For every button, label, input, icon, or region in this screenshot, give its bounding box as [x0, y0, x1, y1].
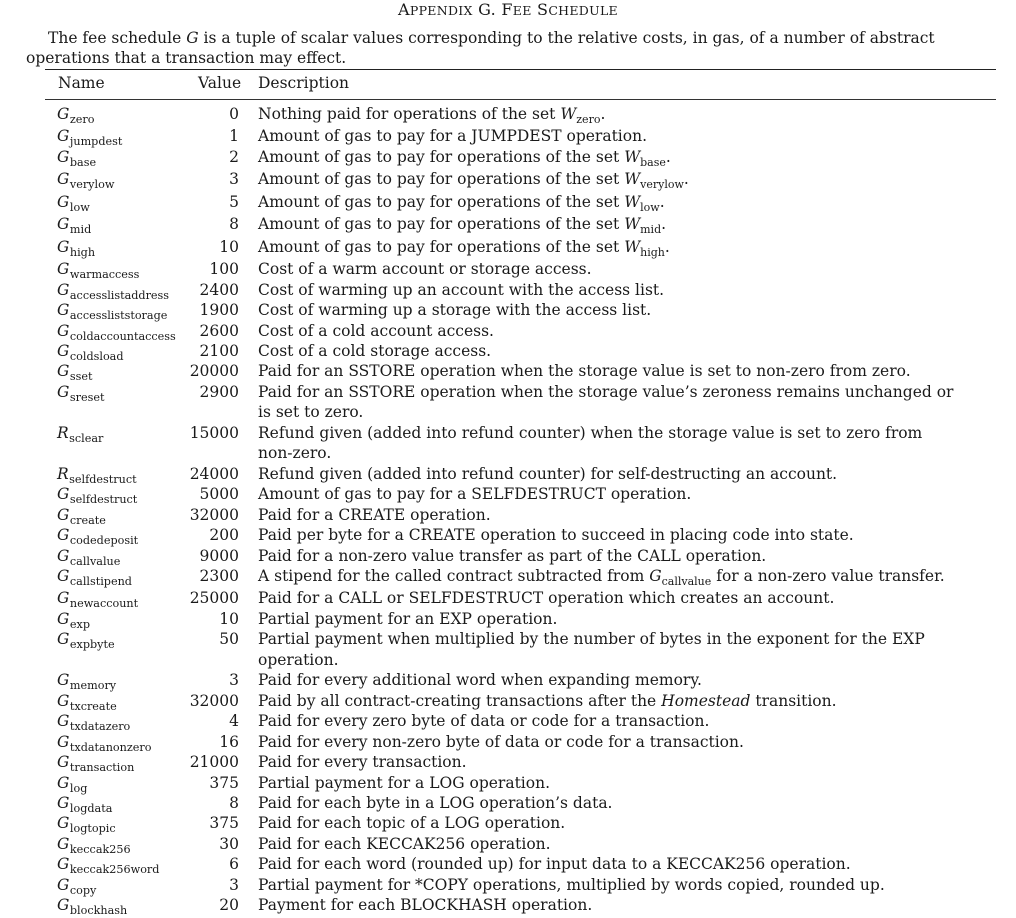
table-row: [45, 169, 996, 191]
table-row: [45, 126, 996, 149]
fee-value: 20: [219, 896, 239, 915]
fee-description: Refund given (added into refund counter) for self-destructing an account.: [258, 464, 838, 483]
fee-value: 2900: [199, 382, 239, 401]
fee-description: Paid for every zero byte of data or code for a transaction.: [258, 712, 710, 731]
table-row: [45, 321, 996, 341]
table-row: [45, 147, 996, 169]
fee-name: $G_{blockhash}$: [57, 896, 128, 918]
table-row: [45, 854, 996, 877]
table-row: [45, 609, 996, 629]
fee-value: 21000: [189, 753, 239, 772]
fee-name: $G_{mid}$: [57, 215, 92, 237]
fee-description: A stipend for the called contract subtracted from $G_{callvalue}$ for a non-zero value transfer.: [258, 566, 945, 588]
table-row: [45, 773, 996, 793]
fee-description: Cost of a cold account access.: [258, 321, 494, 340]
fee-value: 5: [229, 192, 239, 211]
fee-description: Paid for an SSTORE operation when the storage value is set to non-zero from zero.: [258, 362, 911, 381]
fee-value: 2400: [199, 280, 239, 299]
fee-value: 1: [229, 127, 239, 146]
fee-value: 2100: [199, 341, 239, 360]
fee-table-body: [45, 104, 996, 916]
fee-value: 5000: [199, 485, 239, 504]
fee-name: $R_{sclear}$: [57, 423, 104, 445]
table-row: [45, 341, 996, 361]
fee-description: Paid for a CREATE operation.: [258, 505, 491, 524]
fee-value: 50: [219, 630, 239, 649]
table-row: [45, 629, 996, 670]
fee-description: Amount of gas to pay for operations of the set $W_{base}$.: [258, 147, 671, 169]
table-row: [45, 237, 996, 259]
fee-description: Amount of gas to pay for a SELFDESTRUCT operation.: [258, 485, 692, 504]
table-row: [45, 588, 996, 611]
fee-description: Paid for every non-zero byte of data or code for a transaction.: [258, 732, 744, 751]
fee-name: $G_{accesslistaddress}$: [57, 280, 170, 302]
fee-description: Amount of gas to pay for operations of the set $W_{low}$.: [258, 192, 665, 214]
fee-value: 8: [229, 793, 239, 812]
fee-value: 8: [229, 215, 239, 234]
fee-value: 3: [229, 671, 239, 690]
fee-value: 24000: [189, 464, 239, 483]
fee-description: Paid for an SSTORE operation when the storage value’s zeroness remains unchanged or is set to zero.: [258, 382, 954, 422]
fee-name: $G_{callstipend}$: [57, 566, 132, 588]
fee-value: 375: [209, 814, 239, 833]
table-row: [45, 670, 996, 693]
fee-name: $G_{txcreate}$: [57, 691, 117, 713]
fee-value: 6: [229, 855, 239, 874]
fee-value: 2600: [199, 321, 239, 340]
table-header: [45, 74, 996, 96]
fee-name: $G_{transaction}$: [57, 753, 135, 775]
fee-name: $G_{codedeposit}$: [57, 526, 139, 548]
fee-description: Partial payment for *COPY operations, multiplied by words copied, rounded up.: [258, 875, 885, 894]
table-row: [45, 382, 996, 423]
fee-description: Nothing paid for operations of the set $W_{zero}$.: [258, 105, 606, 126]
fee-value: 25000: [189, 589, 239, 608]
fee-description: Partial payment for an EXP operation.: [258, 609, 558, 628]
fee-description: Paid by all contract-creating transactions after the Homestead transition.: [258, 691, 837, 710]
table-row: [45, 691, 996, 711]
fee-description: Amount of gas to pay for operations of the set $W_{mid}$.: [258, 215, 667, 237]
fee-description: Amount of gas to pay for operations of the set $W_{verylow}$.: [258, 170, 689, 192]
fee-name: $G_{low}$: [57, 192, 90, 214]
fee-description: Partial payment when multiplied by the number of bytes in the exponent for the EXP operation.: [258, 630, 925, 669]
fee-name: $G_{keccak256word}$: [57, 855, 160, 877]
table-row: [45, 732, 996, 752]
table-row: [45, 566, 996, 588]
fee-name: $G_{newaccount}$: [57, 589, 139, 611]
fee-description: Paid for each topic of a LOG operation.: [258, 814, 566, 833]
fee-description: Paid for every transaction.: [258, 753, 467, 772]
fee-value: 3: [229, 170, 239, 189]
fee-value: 10: [219, 609, 239, 628]
fee-name: $G_{base}$: [57, 147, 97, 169]
table-row: [45, 752, 996, 775]
fee-name: $G_{verylow}$: [57, 170, 115, 192]
fee-value: 16: [219, 732, 239, 751]
fee-value: 2300: [199, 566, 239, 585]
table-top-rule: [45, 69, 996, 70]
fee-name: $R_{selfdestruct}$: [57, 464, 137, 486]
fee-name: $G_{keccak256}$: [57, 834, 131, 856]
fee-description: Payment for each BLOCKHASH operation.: [258, 896, 593, 915]
fee-name: $G_{warmaccess}$: [57, 260, 140, 282]
fee-value: 3: [229, 875, 239, 894]
fee-name: $G_{high}$: [57, 237, 96, 259]
table-row: [45, 300, 996, 323]
fee-description: Paid for each word (rounded up) for input data to a KECCAK256 operation.: [258, 855, 851, 874]
fee-name: $G_{callvalue}$: [57, 546, 121, 568]
fee-description: Paid for a non-zero value transfer as part of the CALL operation.: [258, 546, 767, 565]
fee-description: Cost of a warm account or storage access.: [258, 260, 592, 279]
table-row: [45, 214, 996, 236]
fee-name: $G_{zero}$: [57, 105, 95, 126]
fee-value: 32000: [189, 505, 239, 524]
fee-name: $G_{exp}$: [57, 609, 90, 631]
fee-name: $G_{jumpdest}$: [57, 127, 123, 149]
table-row: [45, 505, 996, 525]
table-row: [45, 895, 996, 918]
fee-description: Paid for a CALL or SELFDESTRUCT operation which creates an account.: [258, 589, 835, 608]
fee-value: 4: [229, 712, 239, 731]
table-row: [45, 525, 996, 548]
table-row: [45, 192, 996, 214]
fee-description: Paid per byte for a CREATE operation to succeed in placing code into state.: [258, 526, 854, 545]
table-row: [45, 813, 996, 836]
fee-name: $G_{accessliststorage}$: [57, 301, 168, 323]
table-row: [45, 464, 996, 484]
table-row: [45, 546, 996, 566]
fee-name: $G_{copy}$: [57, 875, 97, 897]
fee-value: 100: [209, 260, 239, 279]
appendix-heading: APPENDIX G. FEE SCHEDULE: [398, 0, 618, 19]
fee-description: Paid for every additional word when expanding memory.: [258, 671, 702, 690]
fee-description: Amount of gas to pay for operations of the set $W_{high}$.: [258, 237, 670, 259]
fee-name: $G_{sreset}$: [57, 382, 105, 404]
fee-value: 32000: [189, 691, 239, 710]
fee-value: 375: [209, 773, 239, 792]
table-row: [45, 793, 996, 813]
fee-value: 200: [209, 526, 239, 545]
fee-description: Refund given (added into refund counter) when the storage value is set to zero from non-zero.: [258, 423, 923, 463]
table-row: [45, 259, 996, 282]
fee-value: 10: [219, 237, 239, 256]
table-row: [45, 280, 996, 300]
fee-name: $G_{txdatazero}$: [57, 712, 131, 734]
fee-value: 9000: [199, 546, 239, 565]
fee-name: $G_{memory}$: [57, 671, 117, 693]
fee-name: $G_{coldsload}$: [57, 341, 124, 363]
fee-description: Paid for each KECCAK256 operation.: [258, 834, 551, 853]
table-row: [45, 361, 996, 384]
fee-name: $G_{logdata}$: [57, 793, 113, 815]
fee-value: 15000: [189, 423, 239, 442]
fee-name: $G_{log}$: [57, 773, 88, 795]
fee-value: 20000: [189, 362, 239, 381]
header-value: Value: [198, 74, 242, 92]
fee-name: $G_{expbyte}$: [57, 630, 115, 652]
fee-name: $G_{coldaccountaccess}$: [57, 321, 176, 343]
fee-description: Cost of warming up a storage with the access list.: [258, 301, 652, 320]
fee-value: 2: [229, 147, 239, 166]
fee-name: $G_{create}$: [57, 505, 106, 527]
header-description: Description: [258, 74, 350, 92]
fee-description: Partial payment for a LOG operation.: [258, 773, 551, 792]
intro-paragraph: [26, 28, 986, 68]
fee-description: Amount of gas to pay for a JUMPDEST operation.: [258, 127, 647, 146]
fee-description: Cost of warming up an account with the access list.: [258, 280, 665, 299]
fee-name: $G_{sset}$: [57, 362, 93, 384]
fee-description: Cost of a cold storage access.: [258, 341, 492, 360]
fee-value: 30: [219, 834, 239, 853]
table-header-rule: [45, 99, 996, 100]
table-row: [45, 834, 996, 854]
fee-description: Paid for each byte in a LOG operation’s data.: [258, 793, 613, 812]
fee-name: $G_{txdatanonzero}$: [57, 732, 152, 754]
header-name: Name: [58, 74, 105, 92]
table-row: [45, 104, 996, 126]
fee-value: 0: [229, 105, 239, 123]
fee-name: $G_{selfdestruct}$: [57, 485, 138, 507]
intro-text: The fee schedule G is a tuple of scalar values corresponding to the relative costs, in gas, of a number of abstract operations that a transaction may effect.: [26, 29, 935, 67]
table-row: [45, 711, 996, 734]
fee-value: 1900: [199, 301, 239, 320]
table-row: [45, 423, 996, 464]
table-row: [45, 484, 996, 507]
fee-name: $G_{logtopic}$: [57, 814, 116, 836]
